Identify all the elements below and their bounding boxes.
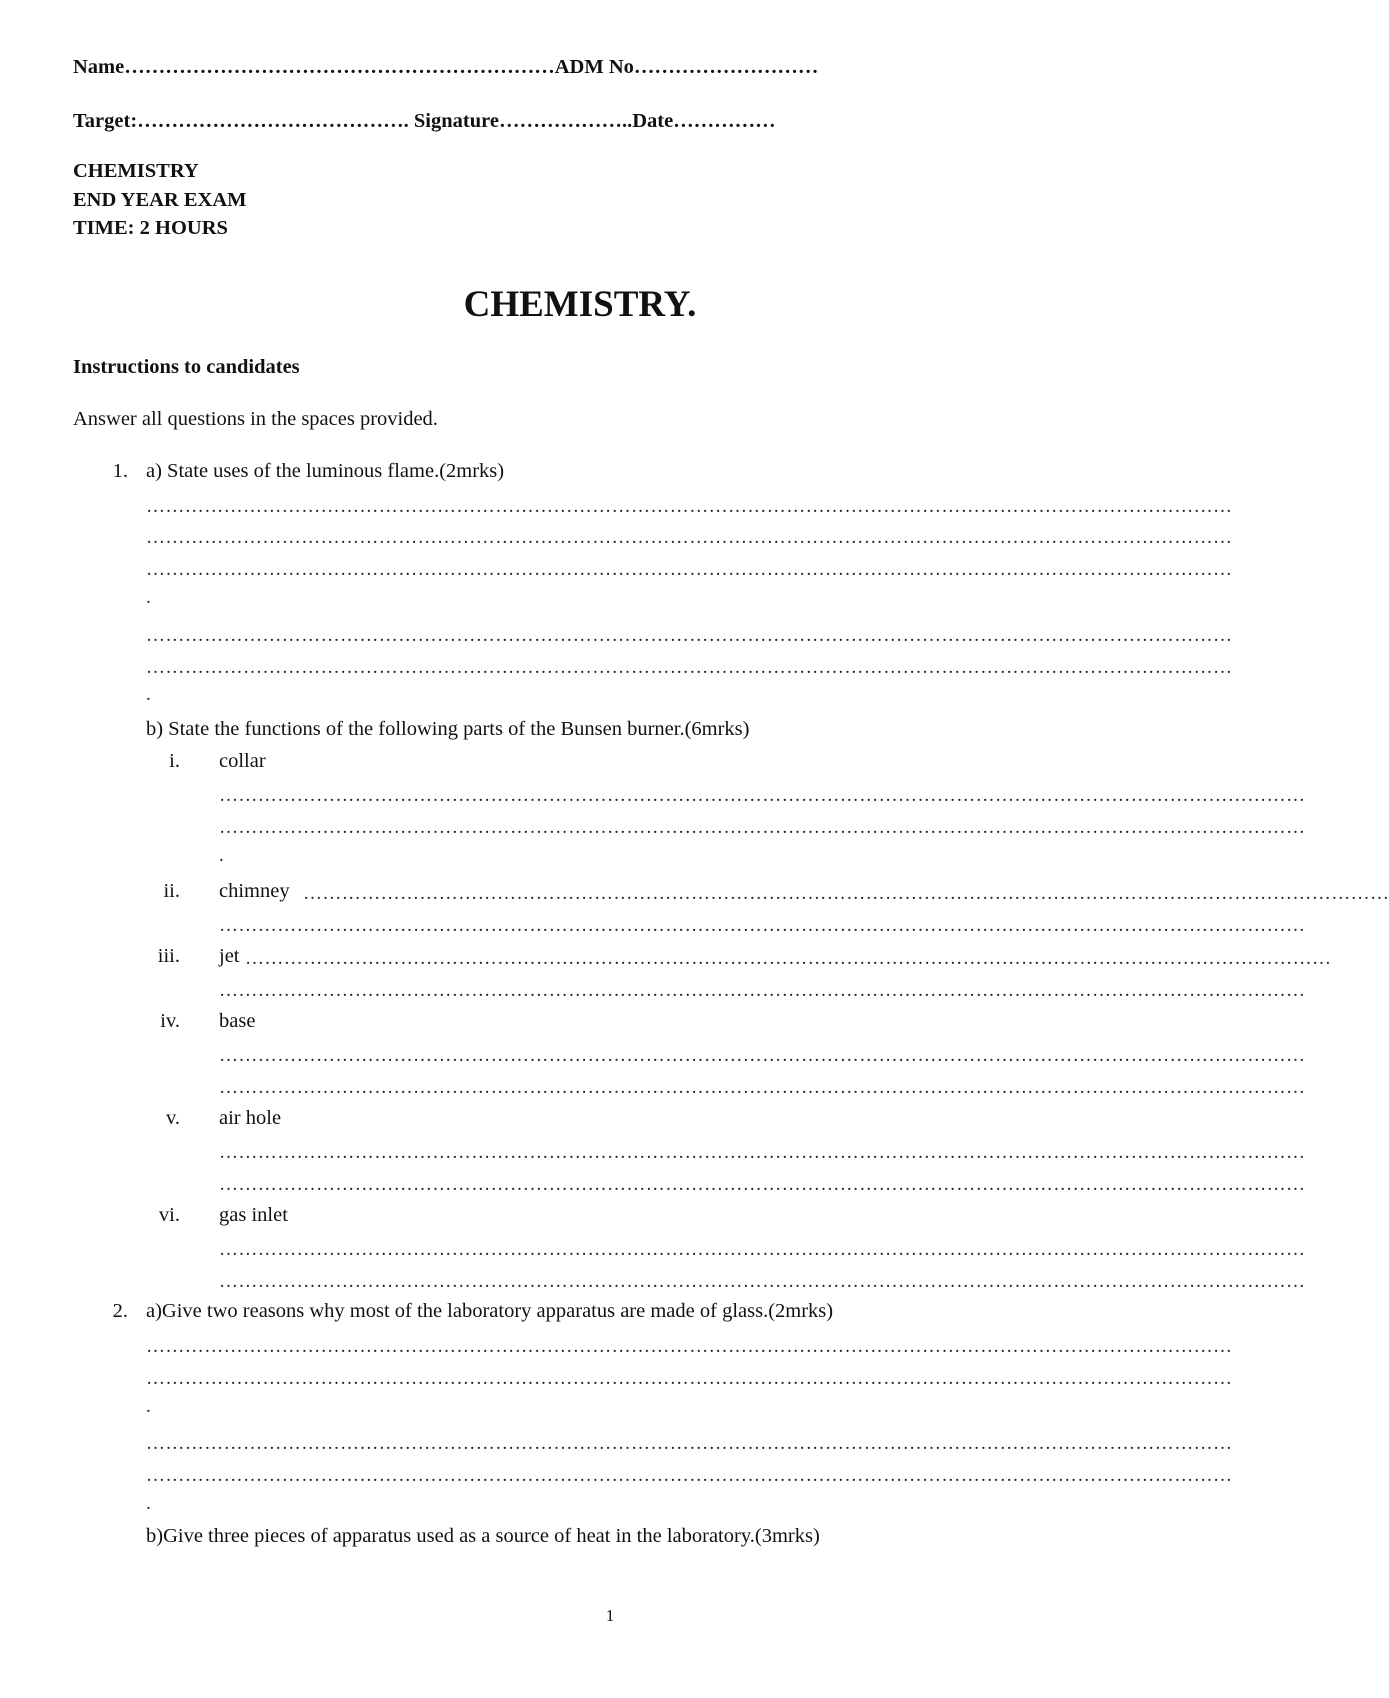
answer-line[interactable]: …………………………………………………………………………………………………………………………………………………… [219, 915, 1306, 936]
page-number: 1 [605, 1606, 615, 1625]
answer-line[interactable]: …………………………………………………………………………………………………………………………………………………… [245, 948, 1332, 969]
answer-line[interactable]: …………………………………………………………………………………………………………………………………………………… [146, 625, 1233, 646]
answer-line[interactable]: …………………………………………………………………………………………………………………………………………………… [146, 559, 1233, 580]
question-2-number: 2. [112, 1300, 128, 1322]
answer-line[interactable]: …………………………………………………………………………………………………………………………………………………… [219, 1045, 1306, 1066]
answer-line[interactable]: …………………………………………………………………………………………………………………………………………………… [146, 1336, 1233, 1357]
answer-line[interactable]: …………………………………………………………………………………………………………………………………………………… [146, 527, 1233, 548]
answer-line[interactable]: …………………………………………………………………………………………………………………………………………………… [146, 1465, 1233, 1486]
answer-line[interactable]: …………………………………………………………………………………………………………………………………………………… [146, 657, 1233, 678]
answer-line[interactable]: …………………………………………………………………………………………………………………………………………………… [219, 1271, 1306, 1292]
question-1-number: 1. [112, 460, 128, 482]
instructions-heading: Instructions to candidates [73, 356, 300, 378]
time-label: TIME: 2 HOURS [73, 217, 228, 239]
part-label-air-hole: air hole [219, 1107, 282, 1129]
part-label-gas-inlet: gas inlet [219, 1204, 288, 1226]
target-signature-date-line: Target:…………………………………. Signature………………..Date…………… [73, 110, 776, 132]
part-label-jet: jet [219, 945, 240, 967]
part-number: i. [169, 750, 180, 772]
answer-line-end: . [219, 845, 225, 866]
answer-line[interactable]: …………………………………………………………………………………………………………………………………………………… [219, 1174, 1306, 1195]
page-title: CHEMISTRY. [463, 284, 697, 325]
answer-line[interactable]: …………………………………………………………………………………………………………………………………………………… [146, 1368, 1233, 1389]
answer-line[interactable]: …………………………………………………………………………………………………………………………………………………… [146, 496, 1233, 517]
answer-line[interactable]: …………………………………………………………………………………………………………………………………………………… [303, 883, 1389, 904]
question-1a-text: a) State uses of the luminous flame.(2mrks) [146, 460, 505, 482]
part-number: v. [165, 1107, 180, 1129]
name-adm-line: Name………………………………………………………ADM No……………………… [73, 56, 819, 78]
part-number: vi. [158, 1204, 180, 1226]
answer-line[interactable]: …………………………………………………………………………………………………………………………………………………… [219, 817, 1306, 838]
answer-line-end: . [146, 1493, 152, 1514]
answer-line-end: . [146, 587, 152, 608]
answer-line[interactable]: …………………………………………………………………………………………………………………………………………………… [219, 1077, 1306, 1098]
part-number: ii. [163, 880, 180, 902]
answer-line[interactable]: …………………………………………………………………………………………………………………………………………………… [219, 785, 1306, 806]
question-2a-text: a)Give two reasons why most of the laboratory apparatus are made of glass.(2mrks) [146, 1300, 834, 1322]
part-number: iii. [157, 945, 180, 967]
part-number: iv. [160, 1010, 180, 1032]
answer-line[interactable]: …………………………………………………………………………………………………………………………………………………… [219, 980, 1306, 1001]
part-label-chimney: chimney [219, 880, 290, 902]
answer-line-end: . [146, 1396, 152, 1417]
question-2b-text: b)Give three pieces of apparatus used as a source of heat in the laboratory.(3mrks) [146, 1525, 820, 1547]
exam-label: END YEAR EXAM [73, 189, 247, 211]
answer-line-end: . [146, 684, 152, 705]
answer-line[interactable]: …………………………………………………………………………………………………………………………………………………… [146, 1433, 1233, 1454]
subject-label: CHEMISTRY [73, 160, 199, 182]
answer-line[interactable]: …………………………………………………………………………………………………………………………………………………… [219, 1142, 1306, 1163]
answer-line[interactable]: …………………………………………………………………………………………………………………………………………………… [219, 1239, 1306, 1260]
part-label-base: base [219, 1010, 256, 1032]
instructions-text: Answer all questions in the spaces provided. [73, 408, 438, 430]
part-label-collar: collar [219, 750, 266, 772]
question-1b-text: b) State the functions of the following parts of the Bunsen burner.(6mrks) [146, 718, 750, 740]
